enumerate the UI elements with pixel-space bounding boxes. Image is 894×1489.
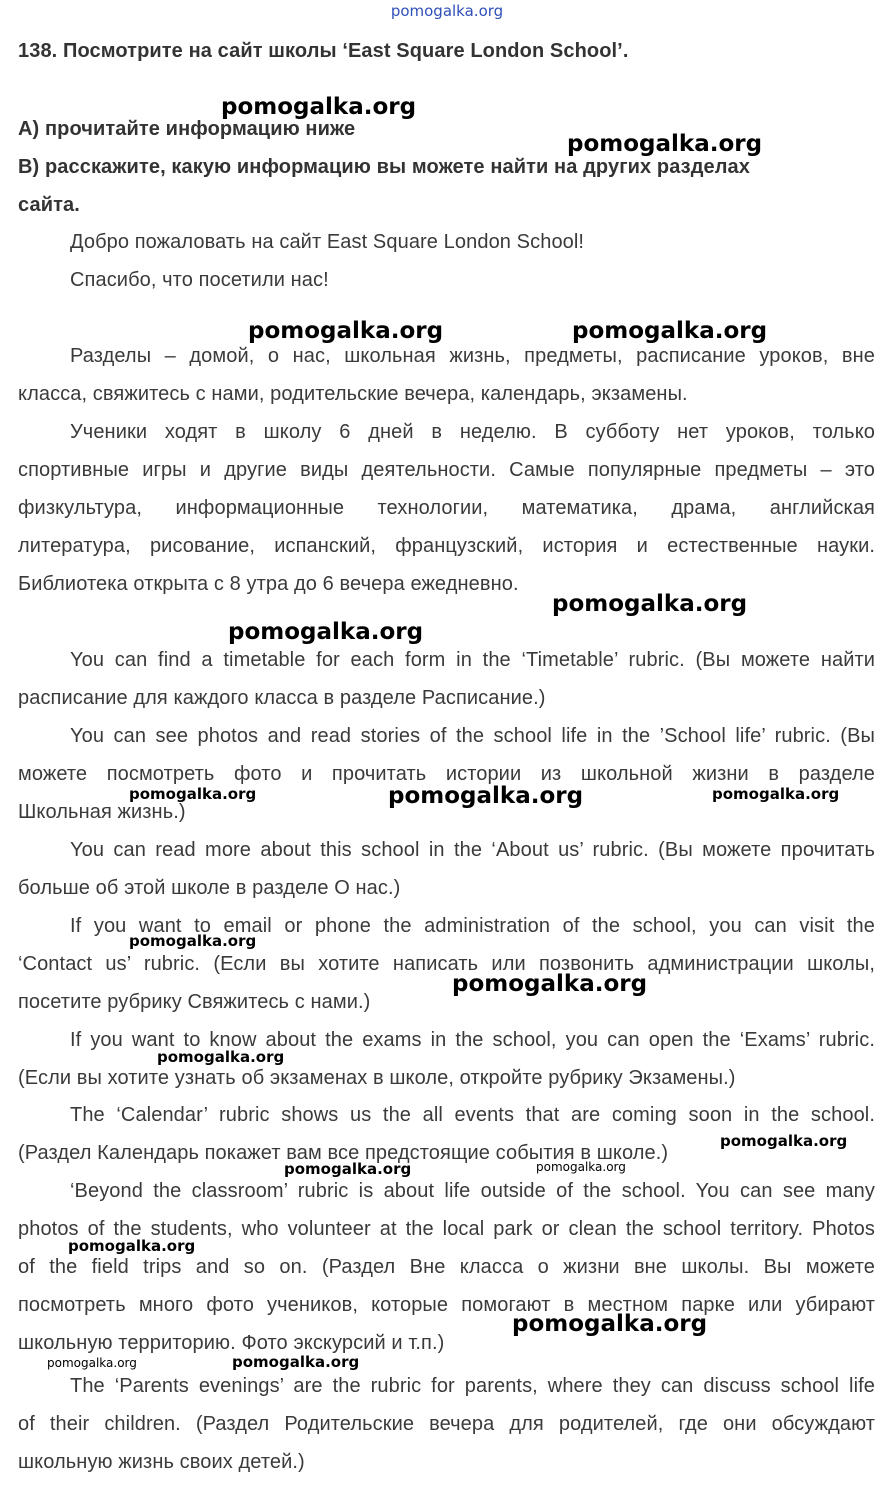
- paragraph-line: If you want to email or phone the administration of the school, you can visit the: [70, 915, 875, 937]
- watermark: pomogalka.org: [536, 1160, 626, 1174]
- watermark: pomogalka.org: [388, 783, 584, 809]
- watermark: pomogalka.org: [552, 591, 748, 617]
- paragraph-line: ‘Contact us’ rubric. (Если вы хотите написать или позвонить администрации школы,: [18, 953, 875, 975]
- paragraph-line: The ‘Calendar’ rubric shows us the all events that are coming soon in the school.: [70, 1104, 875, 1126]
- paragraph-line: посетите рубрику Свяжитесь с нами.): [18, 991, 371, 1013]
- header-watermark: pomogalka.org: [390, 2, 504, 20]
- watermark: pomogalka.org: [68, 1237, 196, 1255]
- watermark: pomogalka.org: [47, 1356, 137, 1370]
- watermark: pomogalka.org: [157, 1048, 285, 1066]
- paragraph-line: If you want to know about the exams in the school, you can open the ‘Exams’ rubric.: [70, 1029, 875, 1051]
- paragraph-line: You can find a timetable for each form in the ‘Timetable’ rubric. (Вы можете найти: [70, 649, 875, 671]
- watermark: pomogalka.org: [712, 785, 840, 803]
- task-part-b-line1: B) расскажите, какую информацию вы можете найти на других разделах: [18, 156, 750, 178]
- watermark: pomogalka.org: [284, 1160, 412, 1178]
- watermark: pomogalka.org: [248, 318, 444, 344]
- watermark: pomogalka.org: [228, 619, 424, 645]
- paragraph-line: Библиотека открыта с 8 утра до 6 вечера ежедневно.: [18, 573, 519, 595]
- thanks-line: Спасибо, что посетили нас!: [70, 269, 329, 291]
- watermark: pomogalka.org: [512, 1311, 708, 1337]
- paragraph-line: Школьная жизнь.): [18, 801, 186, 823]
- paragraph-line: больше об этой школе в разделе О нас.): [18, 877, 401, 899]
- task-title: 138. Посмотрите на сайт школы ‘East Square London School’.: [18, 40, 629, 62]
- watermark: pomogalka.org: [720, 1132, 848, 1150]
- paragraph-line: школьную жизнь своих детей.): [18, 1451, 305, 1473]
- paragraph-line: литература, рисование, испанский, французский, история и естественные науки.: [18, 535, 875, 557]
- paragraph-line: Разделы – домой, о нас, школьная жизнь, предметы, расписание уроков, вне: [70, 345, 875, 367]
- paragraph-line: (Раздел Календарь покажет вам все предстоящие события в школе.): [18, 1142, 669, 1164]
- welcome-line: Добро пожаловать на сайт East Square London School!: [70, 231, 585, 253]
- paragraph-line: спортивные игры и другие виды деятельности. Самые популярные предметы – это: [18, 459, 875, 481]
- paragraph-line: of their children. (Раздел Родительские вечера для родителей, где они обсуждают: [18, 1413, 875, 1435]
- paragraph-line: посмотреть много фото учеников, которые помогают в местном парке или убирают: [18, 1294, 875, 1316]
- paragraph-line: расписание для каждого класса в разделе Расписание.): [18, 687, 546, 709]
- paragraph-line: можете посмотреть фото и прочитать истории из школьной жизни в разделе: [18, 763, 875, 785]
- watermark: pomogalka.org: [221, 94, 417, 120]
- paragraph-line: класса, свяжитесь с нами, родительские вечера, календарь, экзамены.: [18, 383, 688, 405]
- paragraph-line: The ‘Parents evenings’ are the rubric for parents, where they can discuss school life: [70, 1375, 875, 1397]
- paragraph-line: ‘Beyond the classroom’ rubric is about life outside of the school. You can see many: [70, 1180, 875, 1202]
- paragraph-line: You can see photos and read stories of the school life in the ’School life’ rubric. (Вы: [70, 725, 875, 747]
- paragraph-line: of the field trips and so on. (Раздел Вне класса о жизни вне школы. Вы можете: [18, 1256, 875, 1278]
- task-part-b-line2: сайта.: [18, 194, 80, 216]
- paragraph-line: Ученики ходят в школу 6 дней в неделю. В субботу нет уроков, только: [70, 421, 875, 443]
- paragraph-line: (Если вы хотите узнать об экзаменах в школе, откройте рубрику Экзамены.): [18, 1067, 736, 1089]
- task-part-a: A) прочитайте информацию ниже: [18, 118, 356, 140]
- watermark: pomogalka.org: [232, 1353, 360, 1371]
- watermark: pomogalka.org: [567, 131, 763, 157]
- watermark: pomogalka.org: [129, 785, 257, 803]
- watermark: pomogalka.org: [452, 971, 648, 997]
- watermark: pomogalka.org: [129, 932, 257, 950]
- paragraph-line: школьную территорию. Фото экскурсий и т.п.): [18, 1332, 445, 1354]
- paragraph-line: You can read more about this school in the ‘About us’ rubric. (Вы можете прочитать: [70, 839, 875, 861]
- watermark: pomogalka.org: [572, 318, 768, 344]
- paragraph-line: физкультура, информационные технологии, математика, драма, английская: [18, 497, 875, 519]
- paragraph-line: photos of the students, who volunteer at the local park or clean the school territory. Photos: [18, 1218, 875, 1240]
